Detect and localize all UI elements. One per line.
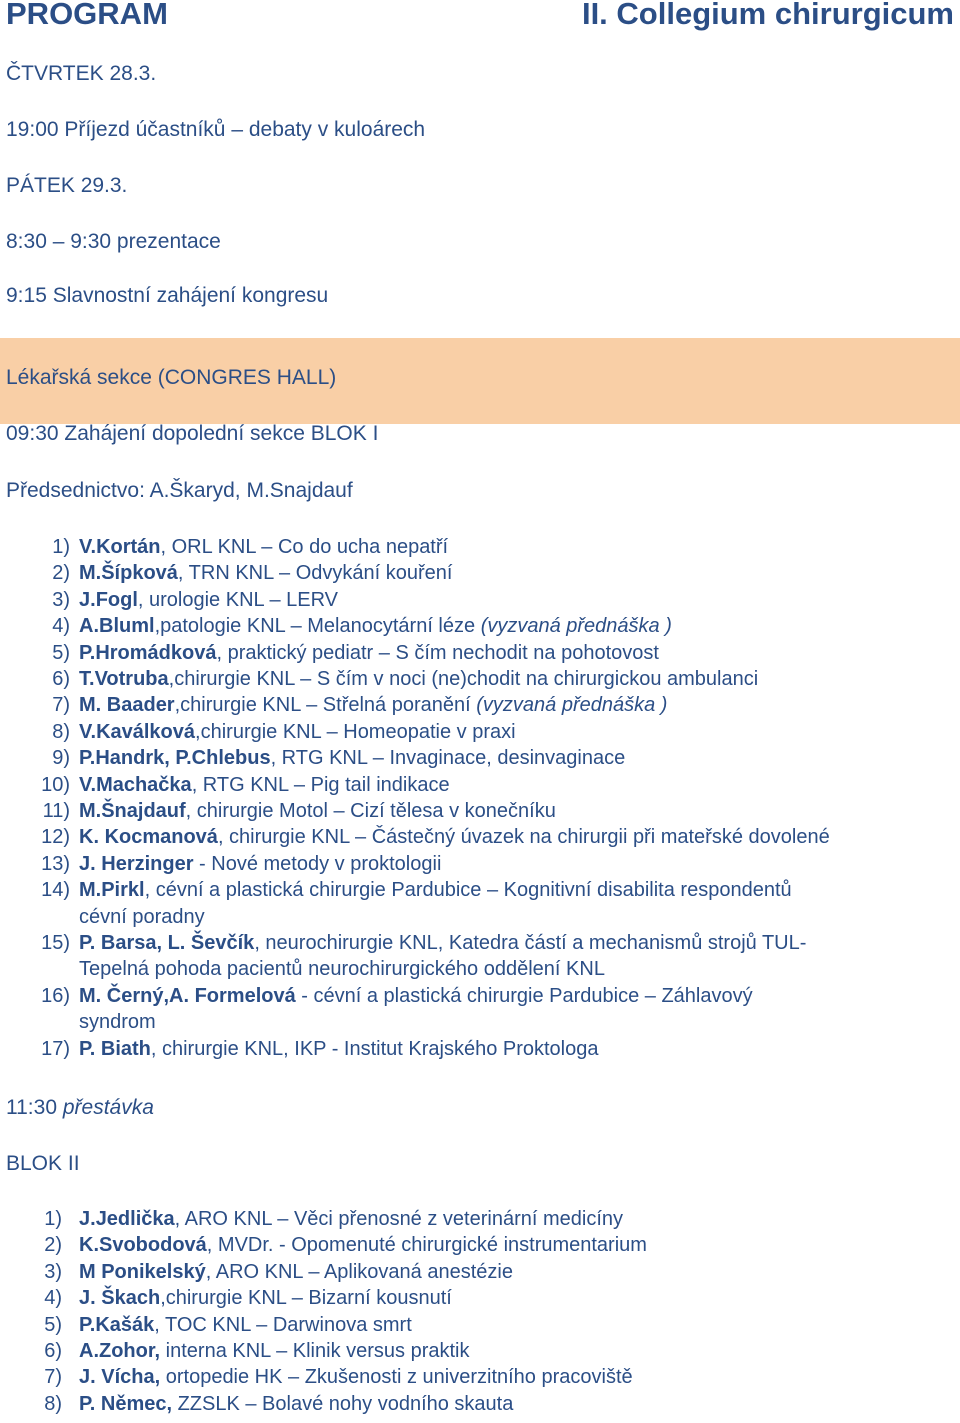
item-number: 16) [41, 984, 70, 1007]
author-initial: J. [79, 588, 96, 611]
author-name: Votruba [94, 668, 169, 690]
talk-info: , chirurgie KNL – Částečný úvazek na chirurgii při mateřské dovolené [217, 826, 830, 849]
item-text [79, 826, 830, 849]
item-number: 17) [41, 1037, 70, 1060]
item-text [79, 694, 667, 717]
talk-info: , praktický pediatr – S čím nechodit na pohotovost [216, 641, 659, 664]
author-name: Pirkl [101, 879, 145, 902]
author-name: Šnajdauf [101, 800, 186, 822]
author-initial: J. [79, 1287, 102, 1310]
item-text [79, 1393, 513, 1416]
item-text [79, 800, 556, 823]
talk-info: , neurochirurgie KNL, Katedra částí a mechanismů strojů TUL- [254, 932, 807, 954]
author-initial: V. [79, 773, 97, 796]
author-initial: P. [79, 1313, 96, 1336]
author-initial: M. [79, 984, 107, 1007]
opening-text: Slavnostní zahájení kongresu [52, 284, 329, 307]
item-text [79, 1234, 647, 1257]
talk-info: , urologie KNL – LERV [137, 588, 339, 611]
author-initial: A. [79, 1340, 99, 1362]
talk-info: ZZSLK – Bolavé nohy vodního skauta [172, 1392, 514, 1415]
item-number: 3) [52, 588, 70, 611]
author-initial: M. [79, 694, 107, 717]
author-initial: P. [79, 932, 101, 954]
author-name: Kaválková [96, 720, 196, 743]
item-text [79, 1314, 412, 1337]
talk-note: (vyzvaná přednáška ) [476, 694, 668, 717]
item-number: 14) [41, 879, 70, 902]
item-number: 9) [52, 747, 70, 770]
author-initial: P. [79, 1037, 101, 1060]
opening-line [6, 284, 328, 308]
item-text [79, 774, 450, 797]
item-text [79, 1261, 513, 1284]
item-number: 1) [44, 1208, 62, 1230]
item-text [79, 721, 516, 744]
talk-info: , ARO KNL – Věci přenosné z veterinární medicíny [174, 1208, 623, 1230]
item-number: 5) [44, 1313, 62, 1336]
arrival-text: Příjezd účastníků – debaty v kuloárech [64, 118, 426, 141]
author-initial: M. [79, 800, 102, 822]
break-line [6, 1096, 154, 1120]
item-text [79, 1366, 633, 1389]
author-name: Herzinger [101, 852, 194, 875]
item-text [79, 536, 448, 559]
item-number: 12) [41, 826, 70, 849]
item-text [79, 589, 338, 612]
author-initial: J. [79, 1208, 96, 1230]
thursday-arrival [6, 118, 425, 142]
item-text [79, 932, 806, 955]
item-number: 5) [52, 641, 70, 664]
talk-info: ,chirurgie KNL – Homeopatie v praxi [195, 720, 516, 743]
author-name: Hromádková [95, 641, 217, 664]
author-initial: J. [79, 852, 102, 875]
talk-info: , MVDr. - Opomenuté chirurgické instrumentarium [206, 1234, 647, 1257]
item-number: 2) [52, 562, 70, 585]
author-initial: P. [79, 1392, 101, 1415]
list-item-continuation: syndrom [79, 1011, 156, 1034]
item-text [79, 615, 672, 638]
item-text [79, 985, 753, 1008]
medical-section-title: Lékařská sekce (CONGRES HALL) [6, 366, 337, 389]
author-name: Kocmanová [104, 826, 218, 849]
author-initial: P. [79, 747, 96, 770]
talk-info: , TRN KNL – Odvykání kouření [177, 562, 453, 585]
author-name: Svobodová [99, 1234, 207, 1257]
item-text [79, 1038, 599, 1061]
author-name: Kortán [96, 536, 161, 558]
item-number: 2) [44, 1234, 62, 1257]
author-name: Němec, [100, 1392, 173, 1415]
item-text [79, 1208, 623, 1231]
item-number: 8) [44, 1392, 62, 1415]
author-initial: M [79, 1260, 102, 1283]
event-name: II. Collegium chirurgicum [581, 0, 954, 31]
item-number: 6) [44, 1340, 62, 1362]
author-initial: V. [79, 720, 97, 743]
thursday-heading: ČTVRTEK 28.3. [6, 62, 157, 85]
author-initial: M. [79, 562, 102, 585]
author-initial: M. [79, 879, 102, 902]
item-text [79, 642, 659, 665]
author-name: Biath [100, 1037, 151, 1060]
talk-info: ortopedie HK – Zkušenosti z univerzitního pracoviště [160, 1366, 633, 1389]
list-item-continuation: Tepelná pohoda pacientů neurochirurgického oddělení KNL [79, 958, 605, 981]
author-initial: V. [79, 536, 97, 558]
talk-info: , RTG KNL – Invaginace, desinvaginace [270, 747, 626, 770]
author-name: Jedlička [95, 1208, 175, 1230]
author-initial: T. [79, 668, 95, 690]
talk-info: - Nové metody v proktologii [193, 852, 442, 875]
block1-title: 09:30 Zahájení dopolední sekce BLOK I [6, 422, 379, 445]
opening-time: 9:15 [6, 284, 47, 307]
author-name: Černý,A. Formelová [106, 984, 296, 1007]
page-title: PROGRAM [6, 0, 168, 31]
talk-info: ,chirurgie KNL – Bizarní kousnutí [160, 1287, 452, 1310]
author-name: Fogl [95, 588, 138, 611]
talk-info: , RTG KNL – Pig tail indikace [191, 773, 450, 796]
author-name: Ponikelský [101, 1260, 206, 1283]
talk-note: (vyzvaná přednáška ) [480, 615, 672, 638]
author-name: Kašák [95, 1313, 155, 1336]
item-number: 7) [52, 694, 70, 717]
item-number: 1) [52, 536, 70, 558]
talk-info: , cévní a plastická chirurgie Pardubice – Kognitivní disabilita respondentů [144, 879, 792, 902]
item-number: 13) [41, 852, 70, 875]
author-initial: J. [79, 1366, 102, 1389]
talk-info: - cévní a plastická chirurgie Pardubice – Záhlavový [295, 984, 753, 1007]
item-number: 15) [41, 932, 70, 954]
arrival-time: 19:00 [6, 118, 59, 141]
item-text [79, 747, 625, 770]
item-text [79, 879, 792, 902]
author-name: Zohor, [99, 1340, 161, 1362]
talk-info: , chirurgie KNL, IKP - Institut Krajského Proktologa [150, 1037, 599, 1060]
talk-info: ,chirurgie KNL – Střelná poranění [174, 694, 477, 717]
author-name: Barsa, L. Ševčík [100, 932, 255, 954]
talk-info: ,patologie KNL – Melanocytární léze [154, 615, 481, 638]
talk-info: , chirurgie Motol – Cizí tělesa v konečníku [185, 800, 556, 822]
item-number: 4) [52, 615, 70, 638]
talk-info: , ORL KNL – Co do ucha nepatří [160, 536, 449, 558]
item-number: 11) [42, 800, 70, 822]
author-name: Šípková [101, 562, 178, 585]
break-time: 11:30 [6, 1096, 57, 1119]
author-name: Vícha, [101, 1366, 161, 1389]
author-name: Machačka [96, 773, 192, 796]
author-initial: K. [79, 826, 105, 849]
talk-info: interna KNL – Klinik versus praktik [160, 1340, 470, 1362]
item-number: 4) [44, 1287, 62, 1310]
item-text [79, 1340, 470, 1363]
item-number: 6) [52, 668, 70, 690]
item-number: 8) [52, 720, 70, 743]
chairs-line: Předsednictvo: A.Škaryd, M.Snajdauf [6, 479, 353, 502]
author-initial: K. [79, 1234, 99, 1257]
item-text [79, 853, 441, 876]
author-initial: A. [79, 615, 99, 638]
author-initial: P. [79, 641, 96, 664]
block2-title: BLOK II [6, 1152, 80, 1175]
talk-info: , ARO KNL – Aplikovaná anestézie [205, 1260, 513, 1283]
author-name: Baader [106, 694, 175, 717]
author-name: Bluml [99, 615, 155, 638]
item-number: 3) [44, 1260, 62, 1283]
item-number: 10) [41, 773, 70, 796]
friday-heading: PÁTEK 29.3. [6, 174, 128, 197]
list-item-continuation: cévní poradny [79, 905, 205, 928]
author-name: Handrk, P.Chlebus [95, 747, 271, 770]
item-text [79, 562, 452, 585]
talk-info: , TOC KNL – Darwinova smrt [154, 1313, 412, 1336]
item-text [79, 668, 758, 691]
item-number: 7) [44, 1366, 62, 1389]
registration-line: 8:30 – 9:30 prezentace [6, 230, 221, 253]
talk-info: ,chirurgie KNL – S čím v noci (ne)chodit na chirurgickou ambulanci [168, 668, 759, 690]
item-text [79, 1287, 452, 1310]
break-text: přestávka [62, 1096, 154, 1119]
author-name: Škach [101, 1287, 161, 1310]
